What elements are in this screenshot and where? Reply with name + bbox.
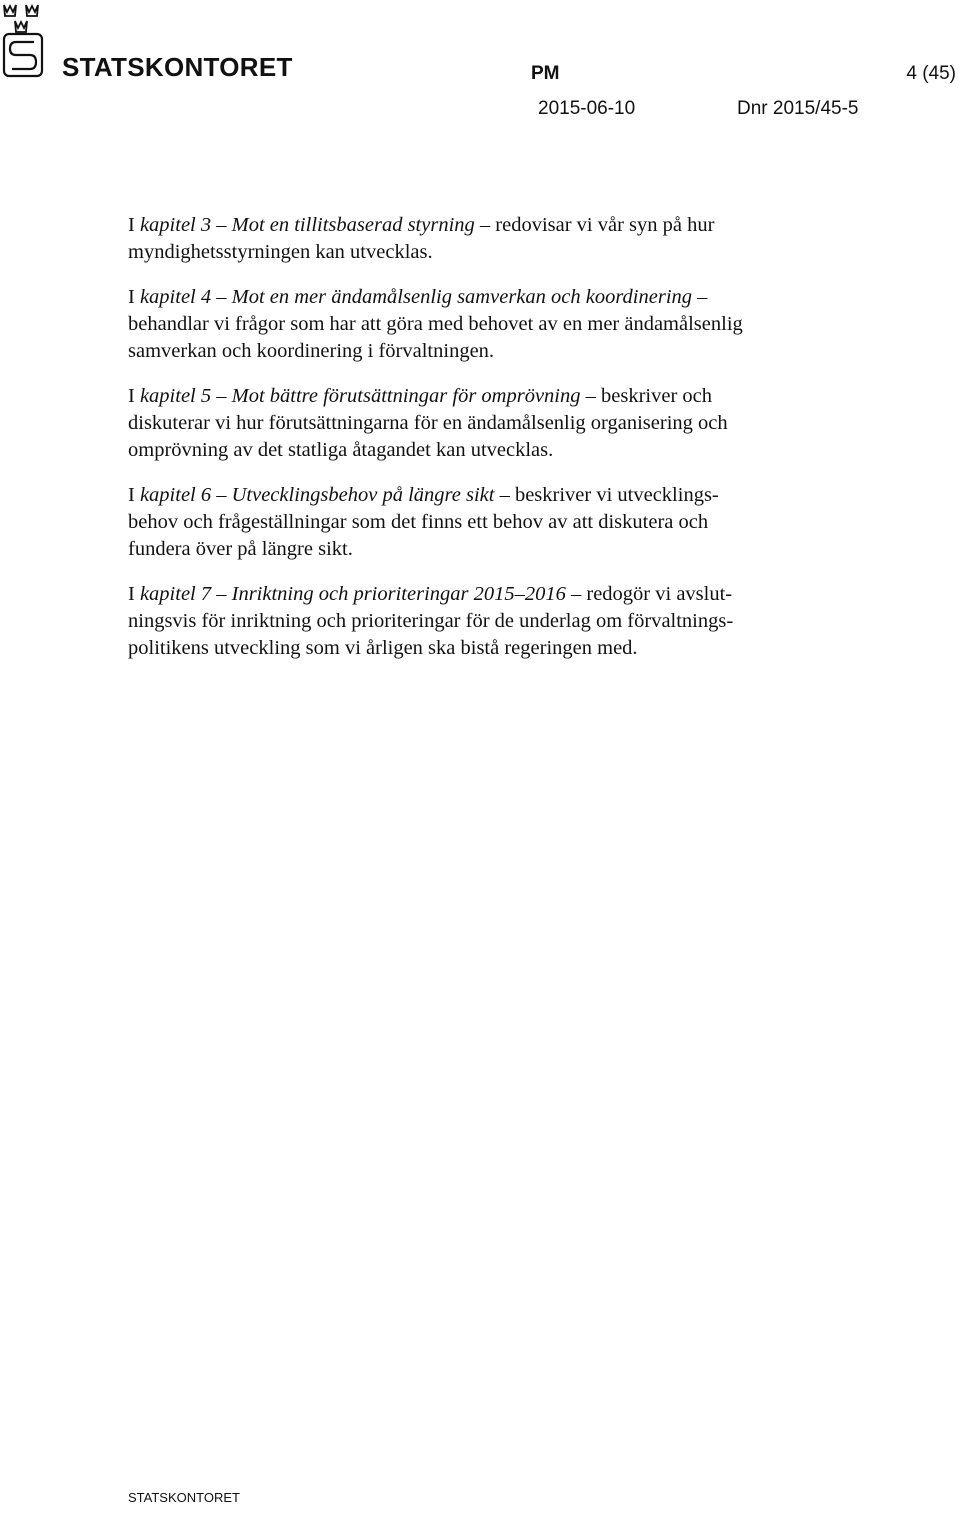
text-segment: I: [128, 484, 140, 506]
crown-icon: [26, 5, 38, 16]
text-line: [128, 284, 828, 311]
text-segment: I: [128, 286, 140, 308]
text-line: [128, 212, 828, 239]
text-line: [128, 338, 828, 365]
chapter-title: kapitel 6 – Utvecklingsbehov på längre sikt: [139, 484, 495, 506]
paragraph: [128, 284, 828, 365]
crown-icon: [15, 21, 27, 32]
text-line: [128, 311, 828, 338]
paragraph: [128, 212, 828, 266]
text-line: [128, 608, 828, 635]
text-segment: –: [692, 286, 708, 308]
text-segment: I: [128, 583, 140, 605]
paragraph: [128, 383, 828, 464]
text-segment: – redogör vi avslut-: [565, 583, 733, 605]
text-line: [128, 509, 828, 536]
s-emblem-icon: [4, 34, 42, 76]
text-segment: omprövning av det statliga åtagandet kan utvecklas.: [128, 439, 554, 461]
text-segment: I: [128, 214, 140, 236]
text-segment: fundera över på längre sikt.: [128, 538, 353, 560]
text-segment: behov och frågeställningar som det finns ett behov av att diskutera och: [128, 511, 709, 533]
text-line: [128, 635, 828, 662]
text-segment: politikens utveckling som vi årligen ska bistå regeringen med.: [128, 637, 638, 659]
text-line: [128, 536, 828, 563]
text-segment: samverkan och koordinering i förvaltningen.: [128, 340, 495, 362]
document-date: 2015-06-10: [538, 98, 636, 119]
text-line: [128, 581, 828, 608]
chapter-title: kapitel 5 – Mot bättre förutsättningar för omprövning: [139, 385, 581, 407]
paragraph: [128, 581, 828, 662]
chapter-title: kapitel 7 – Inriktning och prioriteringar 2015–2016: [139, 583, 566, 605]
text-segment: I: [128, 385, 140, 407]
text-line: [128, 383, 828, 410]
crown-icon: [4, 5, 16, 16]
text-line: [128, 482, 828, 509]
text-segment: – redovisar vi vår syn på hur: [474, 214, 715, 236]
text-segment: myndighetsstyrningen kan utvecklas.: [128, 241, 433, 263]
text-segment: behandlar vi frågor som har att göra med behovet av en mer ändamålsenlig: [128, 313, 743, 335]
paragraph: [128, 482, 828, 563]
text-segment: diskuterar vi hur förutsättningarna för en ändamålsenlig organisering och: [128, 412, 728, 434]
brand-name: STATSKONTORET: [62, 52, 293, 82]
footer-organization: STATSKONTORET: [128, 1490, 240, 1505]
text-line: [128, 437, 828, 464]
text-line: [128, 410, 828, 437]
page-number: 4 (45): [906, 63, 956, 84]
registration-number: Dnr 2015/45-5: [737, 98, 859, 119]
text-segment: ningsvis för inriktning och prioriteringar för de underlag om förvaltnings-: [128, 610, 734, 632]
document-type: PM: [531, 63, 560, 84]
body-text: [128, 212, 828, 680]
text-line: [128, 239, 828, 266]
chapter-title: kapitel 3 – Mot en tillitsbaserad styrning: [139, 214, 475, 236]
chapter-title: kapitel 4 – Mot en mer ändamålsenlig samverkan och koordinering: [139, 286, 693, 308]
text-segment: – beskriver och: [580, 385, 713, 407]
text-segment: – beskriver vi utvecklings-: [494, 484, 719, 506]
